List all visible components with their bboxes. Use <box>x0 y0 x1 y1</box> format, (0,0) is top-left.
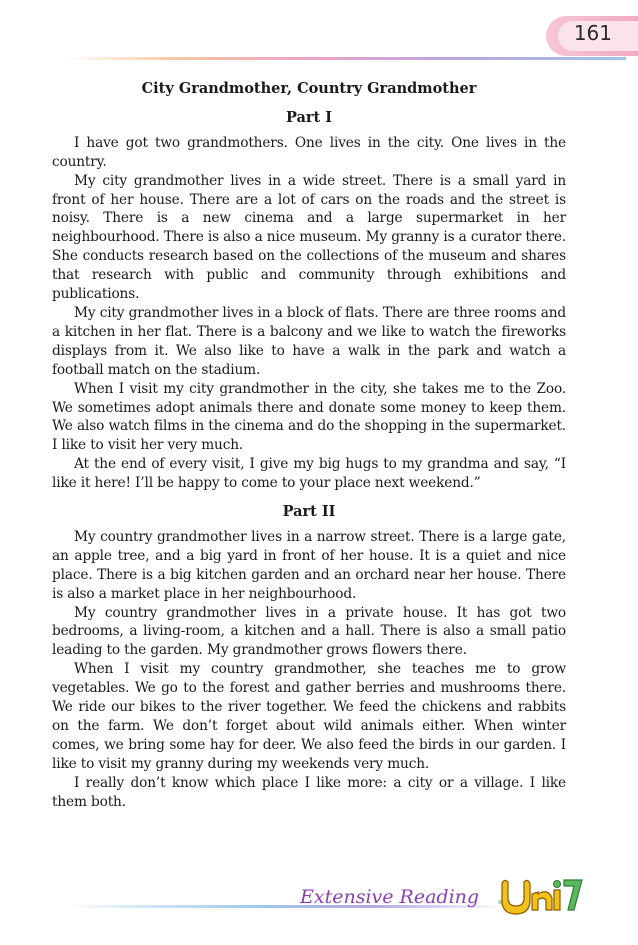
header-divider <box>66 57 626 60</box>
unit-7-logo <box>494 870 586 918</box>
paragraph: My country grandmother lives in a private house. It has got two bedrooms, a living-room, a kitchen and a hall. There is also a small patio leading to the garden. My grandmother grows flowers there. <box>52 604 566 659</box>
paragraph: My city grandmother lives in a block of flats. There are three rooms and a kitchen in her flat. There is a balcony and we like to watch the fireworks displays from it. We also like to have a walk in the park and watch a football match on the stadium. <box>52 304 566 378</box>
part-1-heading: Part I <box>285 108 333 126</box>
paragraph: I really don’t know which place I like more: a city or a village. I like them both. <box>52 774 566 810</box>
paragraph: When I visit my city grandmother in the city, she takes me to the Zoo. We sometimes adopt animals there and donate some money to keep them. We also watch films in the cinema and do the shopping in the supermarket. I like to visit her very much. <box>52 380 566 454</box>
paragraph: My country grandmother lives in a narrow street. There is a large gate, an apple tree, and a big yard in front of her house. It is a quiet and nice place. There is a big kitchen garden and an orchard near her house. There is also a market place in her neighbourhood. <box>52 528 566 602</box>
page-number: 161 <box>573 21 612 45</box>
unit-logo-art <box>498 880 582 914</box>
paragraph: At the end of every visit, I give my big hugs to my grandma and say, “I like it here! I’ll be happy to come to your place next weekend.” <box>52 456 566 492</box>
part-2-heading: Part II <box>282 503 336 521</box>
part-2-body <box>52 528 566 812</box>
section-label: Extensive Reading <box>300 886 480 908</box>
article <box>52 80 566 812</box>
paragraph: My city grandmother lives in a wide street. There is a small yard in front of her house. There are a lot of cars on the roads and the street is noisy. There is a new cinema and a large supermarket in her neighbourhood. There is also a nice museum. My granny is a curator there. She conducts research based on the collections of the museum and shares that research with public and community through exhibitions and publications. <box>52 172 566 303</box>
paragraph: I have got two grandmothers. One lives in the city. One lives in the country. <box>52 134 566 170</box>
paragraph: When I visit my country grandmother, she teaches me to grow vegetables. We go to the forest and gather berries and mushrooms there. We ride our bikes to the river together. We feed the chickens and rabbits on the farm. We don’t forget about wild animals either. When winter comes, we bring some hay for deer. We also feed the birds in our garden. I like to visit my granny during my weekends very much. <box>52 661 566 772</box>
article-title: City Grandmother, Country Grandmother <box>141 80 477 97</box>
part-1-body <box>52 134 566 493</box>
